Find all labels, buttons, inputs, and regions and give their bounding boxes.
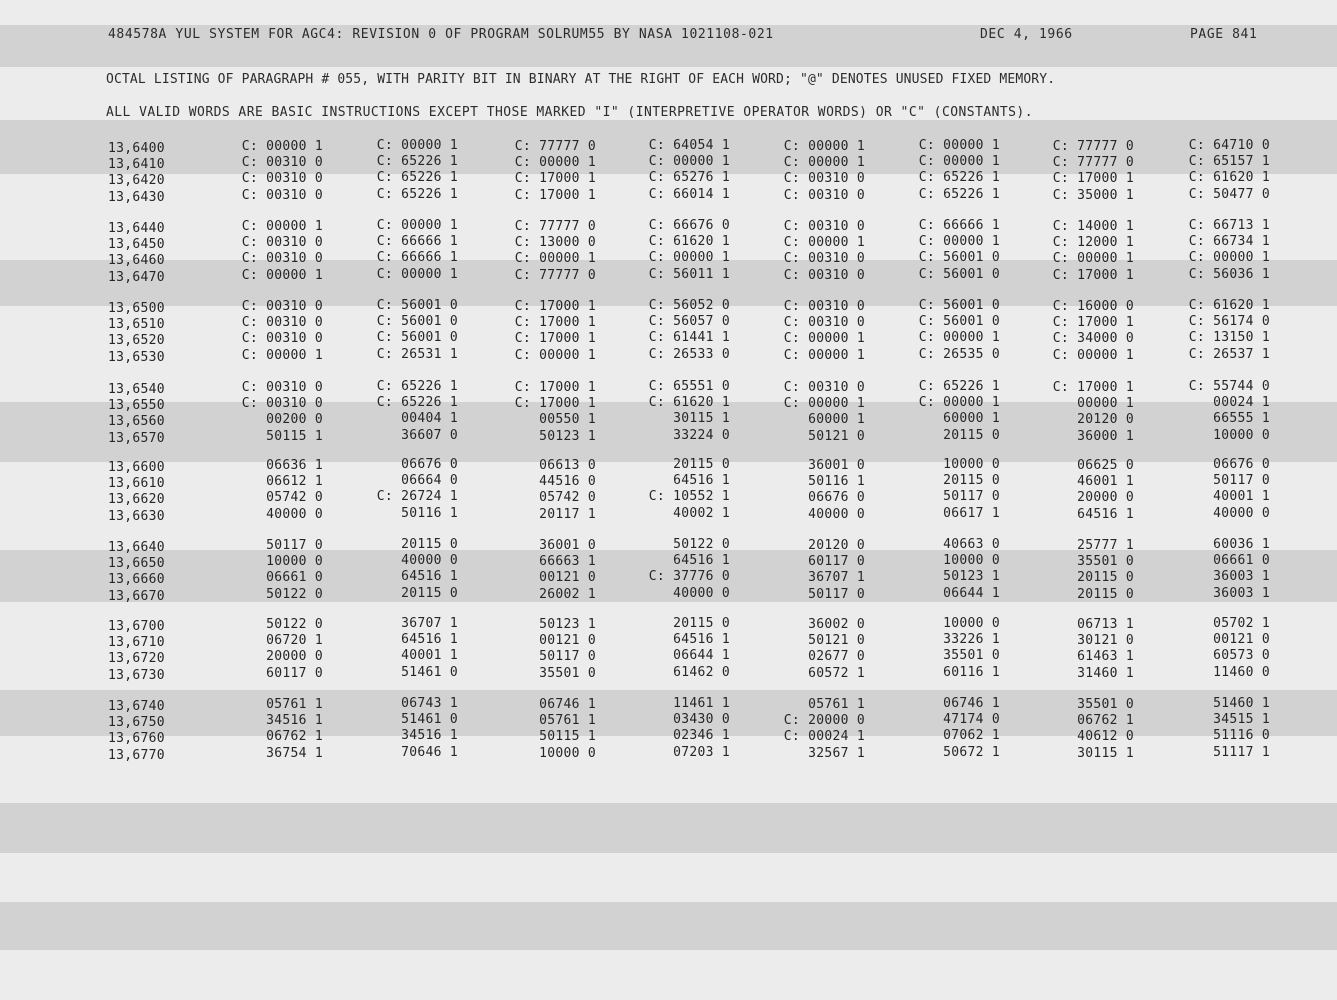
octal-word: C: 00000 1: [648, 250, 730, 265]
octal-word: C: 10552 1: [648, 489, 730, 504]
octal-word: 64516 1: [673, 553, 730, 568]
octal-word: C: 65226 1: [376, 154, 458, 169]
octal-word: C: 61441 1: [648, 330, 730, 345]
octal-word: C: 00000 1: [648, 154, 730, 169]
octal-word: C: 00000 1: [783, 331, 865, 346]
octal-word: C: 61620 1: [648, 234, 730, 249]
octal-word: 00200 0: [266, 412, 323, 427]
octal-word: 20120 0: [1077, 412, 1134, 427]
octal-word: 20115 0: [401, 537, 458, 552]
octal-word: C: 00000 1: [918, 234, 1000, 249]
octal-word: 50115 1: [266, 429, 323, 444]
listing-date: DEC 4, 1966: [980, 27, 1073, 42]
octal-word: C: 00000 1: [376, 267, 458, 282]
octal-word: C: 77777 0: [1052, 155, 1134, 170]
octal-word: C: 66666 1: [376, 250, 458, 265]
octal-word: 25777 1: [1077, 538, 1134, 553]
octal-word: C: 13000 0: [514, 235, 596, 250]
octal-word: C: 56174 0: [1188, 314, 1270, 329]
octal-word: 40663 0: [943, 537, 1000, 552]
word-address: 13,6650: [108, 556, 165, 571]
octal-word: 34516 1: [401, 728, 458, 743]
intro-line-1: OCTAL LISTING OF PARAGRAPH # 055, WITH PARITY BIT IN BINARY AT THE RIGHT OF EACH WORD; "@" DENOTES UNUSED FIXED MEMORY.: [106, 72, 1056, 87]
word-address: 13,6700: [108, 619, 165, 634]
octal-word: 35501 0: [943, 648, 1000, 663]
octal-word: C: 65226 1: [918, 187, 1000, 202]
octal-word: 36607 0: [401, 428, 458, 443]
octal-word: C: 34000 0: [1052, 331, 1134, 346]
word-address: 13,6670: [108, 589, 165, 604]
octal-word: 05702 1: [1213, 616, 1270, 631]
word-address: 13,6770: [108, 748, 165, 763]
octal-word: 00000 1: [1077, 396, 1134, 411]
word-address: 13,6620: [108, 492, 165, 507]
octal-word: C: 56036 1: [1188, 267, 1270, 282]
octal-word: C: 64054 1: [648, 138, 730, 153]
octal-word: C: 00000 1: [376, 138, 458, 153]
octal-word: C: 56001 0: [918, 250, 1000, 265]
octal-word: C: 00310 0: [783, 251, 865, 266]
octal-word: 06676 0: [808, 490, 865, 505]
octal-word: 64516 1: [673, 632, 730, 647]
octal-word: C: 56001 0: [918, 267, 1000, 282]
octal-word: 06617 1: [943, 506, 1000, 521]
listing-title: 484578A YUL SYSTEM FOR AGC4: REVISION 0 OF PROGRAM SOLRUM55 BY NASA 1021108-021: [108, 27, 774, 42]
octal-word: C: 64710 0: [1188, 138, 1270, 153]
octal-word: 06661 0: [266, 570, 323, 585]
octal-word: 00404 1: [401, 411, 458, 426]
octal-word: 40001 1: [401, 648, 458, 663]
octal-word: 02346 1: [673, 728, 730, 743]
octal-word: 00024 1: [1213, 395, 1270, 410]
octal-word: C: 00000 1: [918, 395, 1000, 410]
octal-word: C: 66014 1: [648, 187, 730, 202]
octal-word: 50117 0: [943, 489, 1000, 504]
octal-word: 05742 0: [539, 490, 596, 505]
octal-word: 06625 0: [1077, 458, 1134, 473]
octal-word: C: 37776 0: [648, 569, 730, 584]
word-address: 13,6630: [108, 509, 165, 524]
word-address: 13,6750: [108, 715, 165, 730]
octal-word: C: 00310 0: [783, 188, 865, 203]
octal-word: 60116 1: [943, 665, 1000, 680]
octal-word: 36001 0: [539, 538, 596, 553]
word-address: 13,6550: [108, 398, 165, 413]
octal-word: C: 56001 0: [918, 298, 1000, 313]
octal-word: 61462 0: [673, 665, 730, 680]
word-address: 13,6730: [108, 668, 165, 683]
octal-word: 60572 1: [808, 666, 865, 681]
octal-word: 35501 0: [1077, 697, 1134, 712]
word-address: 13,6740: [108, 699, 165, 714]
octal-word: C: 00310 0: [783, 268, 865, 283]
octal-word: 40000 0: [673, 586, 730, 601]
octal-word: C: 65226 1: [376, 395, 458, 410]
octal-word: C: 56057 0: [648, 314, 730, 329]
octal-word: C: 00000 1: [1188, 250, 1270, 265]
octal-word: 07203 1: [673, 745, 730, 760]
octal-word: 10000 0: [1213, 428, 1270, 443]
octal-word: 51116 0: [1213, 728, 1270, 743]
octal-word: C: 00310 0: [241, 331, 323, 346]
octal-word: 50117 0: [808, 587, 865, 602]
word-address: 13,6510: [108, 317, 165, 332]
word-address: 13,6430: [108, 190, 165, 205]
octal-word: 00550 1: [539, 412, 596, 427]
octal-word: C: 17000 1: [514, 188, 596, 203]
octal-word: 70646 1: [401, 745, 458, 760]
octal-word: C: 17000 1: [514, 299, 596, 314]
octal-word: 36001 0: [808, 458, 865, 473]
page-number: PAGE 841: [1190, 27, 1258, 42]
octal-word: 33224 0: [673, 428, 730, 443]
word-address: 13,6540: [108, 382, 165, 397]
octal-word: C: 00310 0: [241, 299, 323, 314]
octal-word: C: 00000 1: [241, 268, 323, 283]
octal-word: 36754 1: [266, 746, 323, 761]
octal-word: 06636 1: [266, 458, 323, 473]
octal-word: 06676 0: [1213, 457, 1270, 472]
octal-word: 46001 1: [1077, 474, 1134, 489]
octal-word: C: 65226 1: [376, 170, 458, 185]
octal-word: C: 13150 1: [1188, 330, 1270, 345]
octal-word: 06762 1: [266, 729, 323, 744]
octal-word: C: 00310 0: [783, 315, 865, 330]
octal-word: 60117 0: [266, 666, 323, 681]
octal-word: 20115 0: [943, 473, 1000, 488]
octal-word: C: 00310 0: [241, 396, 323, 411]
octal-word: C: 66713 1: [1188, 218, 1270, 233]
octal-word: 05742 0: [266, 490, 323, 505]
octal-word: 20115 0: [673, 616, 730, 631]
octal-word: C: 00000 1: [783, 348, 865, 363]
octal-word: 20000 0: [266, 649, 323, 664]
octal-word: 33226 1: [943, 632, 1000, 647]
octal-word: 20120 0: [808, 538, 865, 553]
octal-word: C: 00310 0: [783, 171, 865, 186]
octal-word: 50121 0: [808, 429, 865, 444]
octal-word: 51460 1: [1213, 696, 1270, 711]
octal-word: 40000 0: [808, 507, 865, 522]
octal-word: 11460 0: [1213, 665, 1270, 680]
octal-word: C: 00000 1: [783, 396, 865, 411]
octal-word: C: 17000 1: [514, 396, 596, 411]
octal-word: C: 00000 1: [1052, 251, 1134, 266]
octal-word: 64516 1: [401, 632, 458, 647]
octal-word: 50115 1: [539, 729, 596, 744]
octal-word: 10000 0: [943, 616, 1000, 631]
octal-word: C: 65226 1: [376, 379, 458, 394]
octal-word: 36002 0: [808, 617, 865, 632]
octal-word: 50117 0: [539, 649, 596, 664]
octal-word: 36003 1: [1213, 569, 1270, 584]
octal-word: 50117 0: [1213, 473, 1270, 488]
octal-word: 36707 1: [401, 616, 458, 631]
octal-word: 50122 0: [266, 617, 323, 632]
octal-word: C: 00000 1: [376, 218, 458, 233]
octal-word: C: 66734 1: [1188, 234, 1270, 249]
octal-word: 66555 1: [1213, 411, 1270, 426]
octal-word: 35501 0: [1077, 554, 1134, 569]
octal-word: 06664 0: [401, 473, 458, 488]
octal-word: C: 17000 1: [1052, 171, 1134, 186]
octal-word: C: 56052 0: [648, 298, 730, 313]
octal-word: 61463 1: [1077, 649, 1134, 664]
octal-word: C: 65276 1: [648, 170, 730, 185]
octal-word: 50121 0: [808, 633, 865, 648]
octal-word: 60117 0: [808, 554, 865, 569]
octal-word: C: 16000 0: [1052, 299, 1134, 314]
octal-word: 40000 0: [1213, 506, 1270, 521]
octal-word: 60573 0: [1213, 648, 1270, 663]
word-address: 13,6470: [108, 270, 165, 285]
octal-word: C: 00310 0: [241, 235, 323, 250]
octal-word: C: 00000 1: [783, 155, 865, 170]
octal-word: C: 12000 1: [1052, 235, 1134, 250]
octal-word: 50123 1: [943, 569, 1000, 584]
octal-word: C: 00000 1: [1052, 348, 1134, 363]
octal-word: 47174 0: [943, 712, 1000, 727]
octal-word: 66663 1: [539, 554, 596, 569]
octal-word: 51117 1: [1213, 745, 1270, 760]
octal-word: 10000 0: [943, 457, 1000, 472]
octal-word: 06746 1: [943, 696, 1000, 711]
octal-word: 06720 1: [266, 633, 323, 648]
octal-word: C: 50477 0: [1188, 187, 1270, 202]
intro-line-2: ALL VALID WORDS ARE BASIC INSTRUCTIONS EXCEPT THOSE MARKED "I" (INTERPRETIVE OPERATOR WORDS) OR "C" (CONSTANTS).: [106, 105, 1033, 120]
octal-word: 60000 1: [943, 411, 1000, 426]
octal-word: 20117 1: [539, 507, 596, 522]
octal-word: C: 20000 0: [783, 713, 865, 728]
octal-word: 30115 1: [1077, 746, 1134, 761]
octal-word: C: 00310 0: [241, 155, 323, 170]
octal-word: 50116 1: [808, 474, 865, 489]
octal-word: 36000 1: [1077, 429, 1134, 444]
octal-word: 60036 1: [1213, 537, 1270, 552]
octal-word: C: 00000 1: [918, 138, 1000, 153]
octal-word: 06644 1: [673, 648, 730, 663]
octal-word: C: 26535 0: [918, 347, 1000, 362]
octal-word: 00121 0: [539, 633, 596, 648]
octal-word: C: 00310 0: [241, 188, 323, 203]
octal-word: C: 00310 0: [783, 219, 865, 234]
octal-word: C: 65226 1: [918, 170, 1000, 185]
octal-word: 10000 0: [539, 746, 596, 761]
octal-word: C: 17000 1: [1052, 380, 1134, 395]
octal-word: 06746 1: [539, 697, 596, 712]
octal-word: 20115 0: [673, 457, 730, 472]
octal-word: 05761 1: [266, 697, 323, 712]
octal-word: C: 17000 1: [1052, 268, 1134, 283]
octal-word: C: 00310 0: [783, 380, 865, 395]
word-address: 13,6720: [108, 651, 165, 666]
octal-word: 36707 1: [808, 570, 865, 585]
octal-word: C: 77777 0: [514, 268, 596, 283]
octal-word: 11461 1: [673, 696, 730, 711]
octal-word: 60000 1: [808, 412, 865, 427]
octal-word: C: 66676 0: [648, 218, 730, 233]
octal-word: 31460 1: [1077, 666, 1134, 681]
octal-word: C: 35000 1: [1052, 188, 1134, 203]
word-address: 13,6610: [108, 476, 165, 491]
octal-word: C: 00000 1: [241, 348, 323, 363]
octal-word: C: 61620 1: [1188, 298, 1270, 313]
octal-word: C: 65226 1: [376, 187, 458, 202]
octal-word: 50672 1: [943, 745, 1000, 760]
octal-word: C: 65157 1: [1188, 154, 1270, 169]
octal-word: 50123 1: [539, 617, 596, 632]
octal-word: C: 00310 0: [241, 380, 323, 395]
octal-word: 07062 1: [943, 728, 1000, 743]
octal-word: 20115 0: [943, 428, 1000, 443]
octal-word: C: 26533 0: [648, 347, 730, 362]
octal-word: 50122 0: [673, 537, 730, 552]
octal-word: C: 00000 1: [514, 155, 596, 170]
octal-word: C: 00000 1: [241, 139, 323, 154]
octal-word: C: 66666 1: [376, 234, 458, 249]
octal-word: C: 17000 1: [514, 171, 596, 186]
octal-word: 40002 1: [673, 506, 730, 521]
octal-word: C: 26537 1: [1188, 347, 1270, 362]
word-address: 13,6570: [108, 431, 165, 446]
octal-word: C: 61620 1: [1188, 170, 1270, 185]
octal-word: C: 00310 0: [783, 299, 865, 314]
octal-word: 64516 1: [673, 473, 730, 488]
octal-word: 06676 0: [401, 457, 458, 472]
octal-word: 06613 0: [539, 458, 596, 473]
octal-word: 40000 0: [266, 507, 323, 522]
octal-word: C: 26724 1: [376, 489, 458, 504]
octal-word: 20115 0: [1077, 587, 1134, 602]
octal-word: 40001 1: [1213, 489, 1270, 504]
octal-word: C: 00000 1: [783, 235, 865, 250]
octal-word: 64516 1: [401, 569, 458, 584]
octal-word: C: 17000 1: [1052, 315, 1134, 330]
octal-word: C: 55744 0: [1188, 379, 1270, 394]
octal-word: C: 56001 0: [918, 314, 1000, 329]
octal-word: 03430 0: [673, 712, 730, 727]
octal-word: 02677 0: [808, 649, 865, 664]
octal-word: 06762 1: [1077, 713, 1134, 728]
octal-word: 26002 1: [539, 587, 596, 602]
octal-word: C: 17000 1: [514, 380, 596, 395]
octal-word: 05761 1: [808, 697, 865, 712]
word-address: 13,6500: [108, 301, 165, 316]
octal-word: 00121 0: [539, 570, 596, 585]
octal-word: C: 77777 0: [1052, 139, 1134, 154]
octal-word: 20115 0: [1077, 570, 1134, 585]
octal-word: 05761 1: [539, 713, 596, 728]
octal-word: C: 00000 1: [241, 219, 323, 234]
octal-word: 44516 0: [539, 474, 596, 489]
octal-word: 06743 1: [401, 696, 458, 711]
octal-word: 50122 0: [266, 587, 323, 602]
octal-word: 32567 1: [808, 746, 865, 761]
octal-word: 50117 0: [266, 538, 323, 553]
word-address: 13,6600: [108, 460, 165, 475]
octal-word: C: 65551 0: [648, 379, 730, 394]
word-address: 13,6530: [108, 350, 165, 365]
octal-word: C: 00000 1: [918, 154, 1000, 169]
octal-word: 51461 0: [401, 712, 458, 727]
octal-word: C: 00310 0: [241, 315, 323, 330]
octal-word: 40612 0: [1077, 729, 1134, 744]
octal-word: 34516 1: [266, 713, 323, 728]
octal-word: C: 17000 1: [514, 315, 596, 330]
octal-word: C: 00310 0: [241, 251, 323, 266]
octal-word: C: 26531 1: [376, 347, 458, 362]
octal-word: C: 00000 1: [918, 330, 1000, 345]
word-address: 13,6450: [108, 237, 165, 252]
octal-word: 10000 0: [943, 553, 1000, 568]
word-address: 13,6640: [108, 540, 165, 555]
octal-word: C: 65226 1: [918, 379, 1000, 394]
word-address: 13,6440: [108, 221, 165, 236]
octal-word: C: 61620 1: [648, 395, 730, 410]
octal-word: C: 56001 0: [376, 298, 458, 313]
octal-word: 50123 1: [539, 429, 596, 444]
octal-word: 35501 0: [539, 666, 596, 681]
octal-word: 20115 0: [401, 586, 458, 601]
octal-word: 06713 1: [1077, 617, 1134, 632]
octal-word: C: 00000 1: [783, 139, 865, 154]
octal-word: C: 00000 1: [514, 251, 596, 266]
octal-word: C: 00024 1: [783, 729, 865, 744]
octal-word: 40000 0: [401, 553, 458, 568]
octal-word: C: 66666 1: [918, 218, 1000, 233]
octal-word: C: 77777 0: [514, 219, 596, 234]
octal-word: 30115 1: [673, 411, 730, 426]
octal-word: 34515 1: [1213, 712, 1270, 727]
octal-word: 00121 0: [1213, 632, 1270, 647]
octal-word: 36003 1: [1213, 586, 1270, 601]
octal-word: C: 56001 0: [376, 330, 458, 345]
octal-word: C: 56011 1: [648, 267, 730, 282]
word-address: 13,6710: [108, 635, 165, 650]
word-address: 13,6660: [108, 572, 165, 587]
word-address: 13,6520: [108, 333, 165, 348]
octal-word: 06612 1: [266, 474, 323, 489]
octal-word: 30121 0: [1077, 633, 1134, 648]
octal-word: C: 77777 0: [514, 139, 596, 154]
word-address: 13,6460: [108, 253, 165, 268]
octal-word: C: 56001 0: [376, 314, 458, 329]
octal-word: C: 17000 1: [514, 331, 596, 346]
word-address: 13,6420: [108, 173, 165, 188]
octal-word: 10000 0: [266, 554, 323, 569]
octal-word: C: 00310 0: [241, 171, 323, 186]
octal-word: 06661 0: [1213, 553, 1270, 568]
octal-word: 64516 1: [1077, 507, 1134, 522]
octal-word: 20000 0: [1077, 490, 1134, 505]
octal-word: C: 14000 1: [1052, 219, 1134, 234]
word-address: 13,6400: [108, 141, 165, 156]
word-address: 13,6560: [108, 414, 165, 429]
octal-word: 06644 1: [943, 586, 1000, 601]
octal-word: C: 00000 1: [514, 348, 596, 363]
word-address: 13,6760: [108, 731, 165, 746]
word-address: 13,6410: [108, 157, 165, 172]
octal-word: 50116 1: [401, 506, 458, 521]
octal-word: 51461 0: [401, 665, 458, 680]
